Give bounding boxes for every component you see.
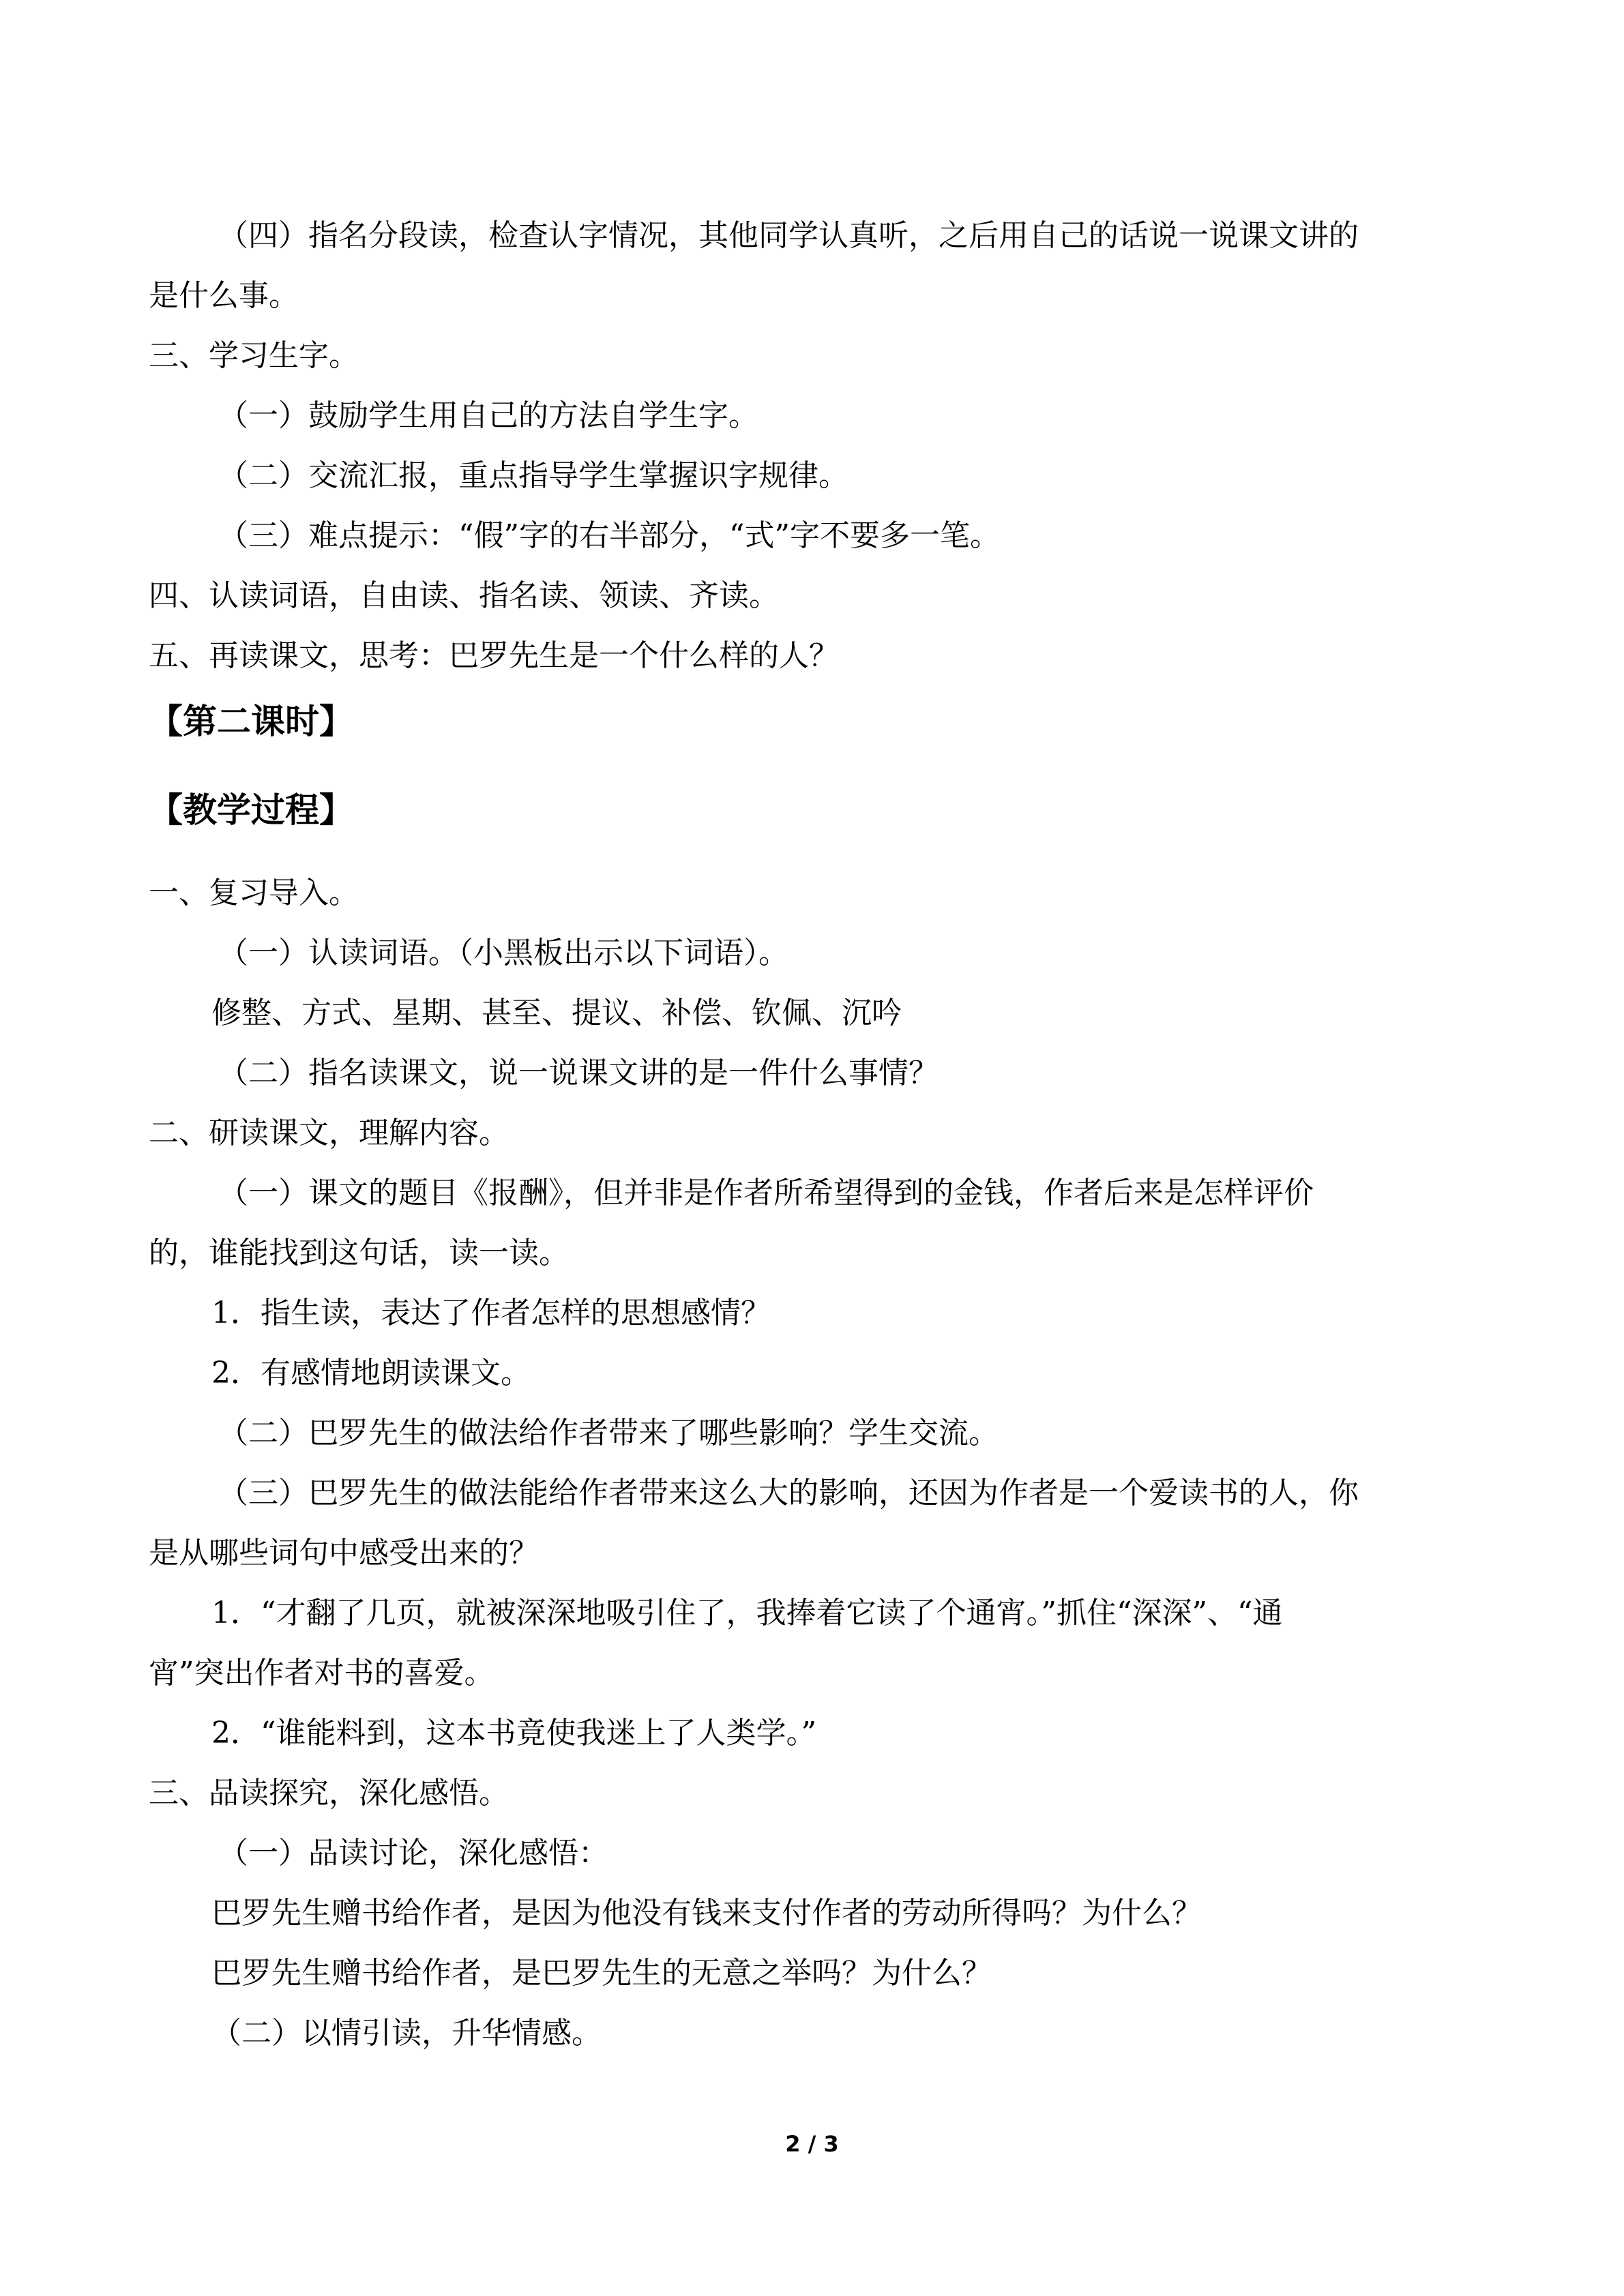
- page-number: 2 / 3: [785, 2131, 839, 2157]
- paragraph-line: 1．“才翻了几页，就被深深地吸引住了，我捧着它读了个通宵。”抓住“深深”、“通: [211, 1596, 1283, 1630]
- paragraph-line: （二）指名读课文，说一说课文讲的是一件什么事情？: [218, 1056, 939, 1090]
- paragraph-line: （四）指名分段读，检查认字情况，其他同学认真听，之后用自己的话说一说课文讲的: [218, 218, 1359, 253]
- paragraph-line: （二）巴罗先生的做法给作者带来了哪些影响？学生交流。: [218, 1416, 999, 1450]
- paragraph-line: 2．“谁能料到，这本书竟使我迷上了人类学。”: [211, 1716, 816, 1750]
- section-heading-line: 五、再读课文，思考：巴罗先生是一个什么样的人？: [149, 638, 839, 673]
- section-heading-line: 三、品读探究，深化感悟。: [149, 1776, 509, 1810]
- paragraph-line: （二）交流汇报，重点指导学生掌握识字规律。: [218, 458, 848, 493]
- paragraph-line: 的，谁能找到这句话，读一读。: [149, 1236, 569, 1270]
- paragraph-line: （三）巴罗先生的做法能给作者带来这么大的影响，还因为作者是一个爱读书的人，你: [218, 1476, 1359, 1510]
- paragraph-line: （一）认读词语。（小黑板出示以下词语）。: [218, 936, 788, 970]
- paragraph-line: 巴罗先生赠书给作者，是因为他没有钱来支付作者的劳动所得吗？为什么？: [211, 1896, 1202, 1930]
- section-heading-line: 三、学习生字。: [149, 338, 359, 373]
- paragraph-line: （一）品读讨论，深化感悟：: [218, 1836, 608, 1870]
- word-list-line: 修整、方式、星期、甚至、提议、补偿、钦佩、沉吟: [211, 996, 902, 1030]
- paragraph-line: 是从哪些词句中感受出来的？: [149, 1536, 539, 1570]
- lesson-heading: 【第二课时】: [149, 702, 353, 741]
- paragraph-line: 巴罗先生赠书给作者，是巴罗先生的无意之举吗？为什么？: [211, 1956, 992, 1991]
- section-heading-line: 二、研读课文，理解内容。: [149, 1116, 509, 1150]
- process-heading: 【教学过程】: [149, 790, 353, 830]
- paragraph-line: 是什么事。: [149, 278, 299, 313]
- paragraph-line: 1．指生读，表达了作者怎样的思想感情？: [211, 1296, 771, 1330]
- paragraph-line: 2．有感情地朗读课文。: [211, 1356, 531, 1390]
- section-heading-line: 四、认读词语，自由读、指名读、领读、齐读。: [149, 578, 779, 613]
- section-heading-line: 一、复习导入。: [149, 876, 359, 910]
- paragraph-line: （二）以情引读，升华情感。: [211, 2016, 602, 2051]
- paragraph-line: （一）鼓励学生用自己的方法自学生字。: [218, 398, 758, 433]
- paragraph-line: 宵”突出作者对书的喜爱。: [149, 1656, 494, 1690]
- paragraph-line: （一）课文的题目《报酬》，但并非是作者所希望得到的金钱，作者后来是怎样评价: [218, 1176, 1314, 1210]
- paragraph-line: （三）难点提示：“假”字的右半部分，“式”字不要多一笔。: [218, 518, 1000, 553]
